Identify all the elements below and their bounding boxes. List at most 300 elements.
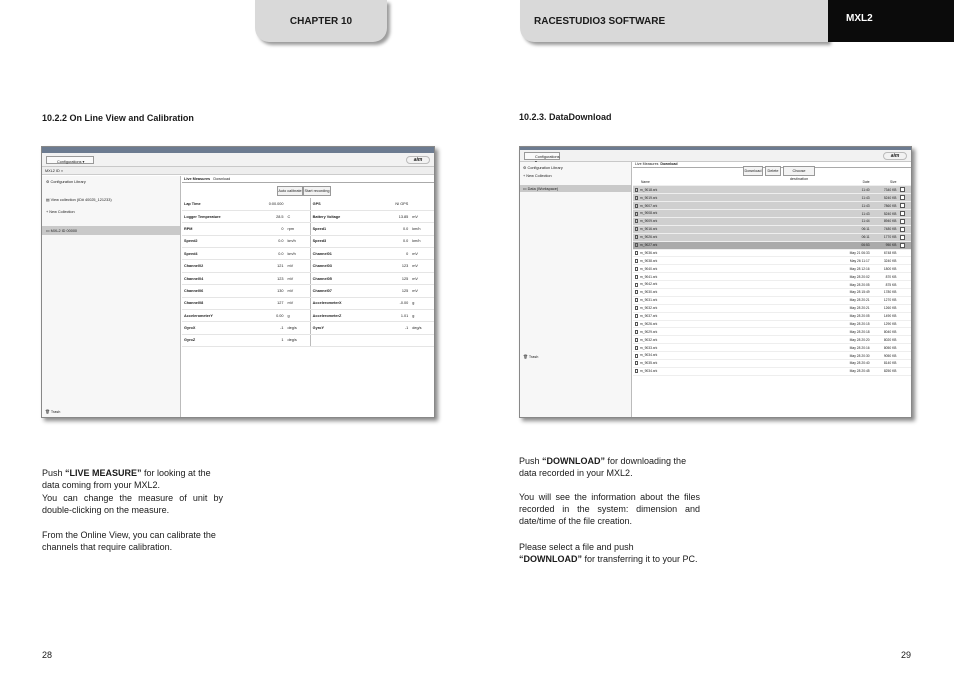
measure-unit[interactable]: rpm — [286, 223, 311, 235]
file-name-cell — [633, 367, 833, 375]
file-name: m_9036.xrk — [640, 250, 658, 255]
measure-value: -0.00 — [380, 297, 410, 309]
measure-unit[interactable]: mV — [410, 260, 434, 272]
file-name: m_9029.xrk — [640, 329, 658, 334]
measure-row — [182, 223, 434, 235]
measure-unit[interactable]: km/h — [286, 235, 311, 247]
measure-unit[interactable]: km/h — [410, 223, 434, 235]
file-size: 5240 KB — [872, 194, 899, 202]
new-collection-button[interactable]: + New Collection — [46, 210, 75, 214]
measure-unit[interactable]: deg/s — [286, 334, 311, 346]
file-select-cell — [898, 344, 912, 352]
measure-unit[interactable]: g — [286, 310, 311, 322]
file-name-cell — [633, 296, 833, 304]
file-row[interactable] — [633, 281, 912, 289]
file-icon — [635, 188, 638, 192]
file-icon — [635, 267, 638, 271]
measure-value — [380, 334, 410, 346]
configurations-menu[interactable]: Configurations ▾ — [46, 156, 94, 164]
file-row[interactable] — [633, 312, 912, 320]
file-row[interactable] — [633, 233, 912, 241]
file-select-cell — [898, 210, 912, 218]
measure-row — [182, 322, 434, 334]
file-name: m_9009.xrk — [640, 219, 658, 224]
view-collection-label: View collection (ID# 40025_121233) — [50, 198, 112, 202]
file-name-cell — [633, 344, 833, 352]
file-checkbox[interactable] — [900, 243, 905, 248]
measure-row — [182, 297, 434, 309]
file-row[interactable] — [633, 367, 912, 375]
trash-label-right: Trash — [528, 355, 539, 359]
menu-label-right: Configurations — [535, 155, 560, 159]
measure-value: 0 — [380, 248, 410, 260]
measure-name: GyroZ — [182, 334, 252, 346]
file-icon — [635, 314, 638, 318]
file-date: 06:11 — [833, 225, 872, 233]
file-size: 1290 KB — [872, 320, 899, 328]
file-size: 7480 KB — [872, 225, 899, 233]
file-select-cell — [898, 312, 912, 320]
file-date: May 28 15:49 — [833, 288, 872, 296]
file-icon — [635, 354, 638, 358]
file-icon — [635, 259, 638, 263]
file-date: May 28 20:05 — [833, 281, 872, 289]
left-para-3: From the Online View, you can calibrate the channels that require calibration. — [42, 530, 216, 553]
measure-value: 123 — [380, 260, 410, 272]
measure-unit[interactable]: mV — [410, 285, 434, 297]
file-name: m_9016.xrk — [640, 227, 658, 232]
file-size: 5240 KB — [872, 210, 899, 218]
file-checkbox[interactable] — [900, 187, 905, 192]
live-measure-strong: “LIVE MEASURE” — [65, 468, 142, 478]
file-size: 1270 KB — [872, 296, 899, 304]
file-row[interactable] — [633, 288, 912, 296]
measure-unit[interactable]: mV — [286, 285, 311, 297]
file-select-cell — [898, 304, 912, 312]
tab-live-measures[interactable]: Live Measures — [184, 177, 211, 181]
trash-item-right[interactable] — [520, 354, 631, 359]
measure-name: AccelerometerY — [182, 310, 252, 322]
right-sidebar — [520, 162, 632, 417]
tab-download-right[interactable]: Download — [660, 162, 678, 166]
measure-value: 121 — [252, 260, 286, 272]
file-date: May 28 20:20 — [833, 336, 872, 344]
file-date: 06:11 — [833, 233, 872, 241]
file-select-cell — [898, 273, 912, 281]
measure-name: Channel08 — [182, 297, 252, 309]
measure-name: Battery Voltage — [310, 210, 380, 222]
file-name: m_9041.xrk — [640, 274, 658, 279]
measure-value: 0:00.000 — [252, 198, 286, 210]
file-name-cell — [633, 194, 833, 202]
file-name: m_9026.xrk — [640, 321, 658, 326]
file-name-cell — [633, 265, 833, 273]
right-para-1-rest: for downloading the data recorded in your MXL2. — [519, 456, 687, 479]
new-collection-label: New Collection — [49, 210, 75, 214]
measure-name: Channel01 — [310, 248, 380, 260]
tab-download[interactable]: Download — [213, 177, 231, 181]
trash-item[interactable] — [42, 409, 180, 414]
file-date: May 28 12:16 — [833, 265, 872, 273]
menu-bar-right — [520, 150, 911, 162]
measure-row — [182, 272, 434, 284]
file-size: 7340 KB — [872, 186, 899, 194]
measure-value: 28.5 — [252, 210, 286, 222]
download-screenshot — [519, 146, 912, 418]
measure-row — [182, 198, 434, 210]
col-name[interactable]: Name — [633, 178, 833, 186]
measure-unit[interactable]: g — [410, 297, 434, 309]
right-para-1 — [519, 455, 700, 479]
file-row[interactable] — [633, 328, 912, 336]
file-icon — [635, 275, 638, 279]
file-name: m_9027.xrk — [640, 243, 658, 247]
file-name: m_9038.xrk — [640, 258, 658, 263]
file-size: 8140 KB — [872, 359, 899, 367]
file-select-cell — [898, 320, 912, 328]
start-recording-button[interactable]: Start recording — [303, 186, 331, 196]
measure-name: Channel07 — [310, 285, 380, 297]
file-size: 1780 KB — [872, 288, 899, 296]
trash-icon: 🗑 — [45, 410, 50, 414]
configurations-menu-right[interactable] — [524, 152, 560, 160]
file-date: May 28 20:16 — [833, 344, 872, 352]
file-name-cell — [633, 352, 833, 360]
live-view-screenshot — [41, 146, 435, 418]
file-select-cell — [898, 336, 912, 344]
measure-row — [182, 235, 434, 247]
measure-unit[interactable] — [410, 198, 434, 210]
file-row[interactable] — [633, 273, 912, 281]
measure-unit[interactable]: deg/s — [286, 322, 311, 334]
measure-unit[interactable]: mV — [286, 297, 311, 309]
measure-name: Channel04 — [182, 272, 252, 284]
file-checkbox[interactable] — [900, 219, 905, 224]
product-tab — [828, 0, 954, 42]
file-size: 9050 KB — [872, 352, 899, 360]
measure-unit[interactable]: km/h — [410, 235, 434, 247]
file-name-cell — [633, 336, 833, 344]
col-date[interactable]: Date — [833, 178, 872, 186]
file-checkbox[interactable] — [900, 195, 905, 200]
file-checkbox[interactable] — [900, 203, 905, 208]
file-name-cell — [633, 304, 833, 312]
measure-row — [182, 310, 434, 322]
right-para-3-rest: for transferring it to your PC. — [582, 554, 698, 565]
file-select-cell — [898, 367, 912, 375]
file-row[interactable] — [633, 320, 912, 328]
file-row[interactable] — [633, 202, 912, 210]
download-strong: “DOWNLOAD” — [542, 456, 606, 466]
measure-row — [182, 248, 434, 260]
file-select-cell — [898, 281, 912, 289]
file-row[interactable] — [633, 359, 912, 367]
file-name-cell — [633, 241, 833, 249]
view-collection-item[interactable]: ▤ View collection (ID# 40025_121233) — [46, 198, 112, 202]
file-select-cell — [898, 328, 912, 336]
file-size: 1800 KB — [872, 265, 899, 273]
measure-name: GyroY — [310, 322, 380, 334]
file-row[interactable] — [633, 225, 912, 233]
files-header-row — [633, 178, 912, 186]
right-heading: 10.2.3. DataDownload — [519, 112, 612, 122]
measure-unit[interactable]: mV — [286, 272, 311, 284]
file-name-cell — [633, 217, 833, 225]
file-date: 11:43 — [833, 194, 872, 202]
right-para-1-lead: Push — [519, 456, 543, 466]
files-table — [633, 178, 912, 376]
file-row[interactable] — [633, 249, 912, 257]
file-icon — [635, 283, 638, 287]
file-name-cell — [633, 328, 833, 336]
trash-label: Trash — [50, 410, 61, 414]
tab-live-measures-right[interactable]: Live Measures — [635, 162, 659, 166]
measure-row — [182, 210, 434, 222]
file-icon — [635, 219, 638, 223]
measure-row — [182, 285, 434, 297]
file-size: 870 KB — [872, 273, 899, 281]
col-size[interactable]: Size — [872, 178, 899, 186]
file-icon — [635, 243, 638, 247]
file-size: 1260 KB — [872, 304, 899, 312]
file-icon — [635, 306, 638, 310]
menu-bar — [42, 153, 434, 167]
device-tabbar: MXL2 ID × — [42, 167, 434, 175]
file-checkbox[interactable] — [900, 211, 905, 216]
file-date: 06:53 — [833, 241, 872, 249]
chapter-label: CHAPTER 10 — [289, 15, 353, 27]
file-name-cell — [633, 186, 833, 194]
left-sidebar — [42, 176, 181, 417]
measure-unit[interactable]: mV — [410, 210, 434, 222]
file-name: m_9040.xrk — [640, 266, 658, 271]
file-icon — [635, 338, 638, 342]
measure-name: GPS — [310, 198, 380, 210]
file-row[interactable] — [633, 352, 912, 360]
file-date: May 28 20:18 — [833, 328, 872, 336]
measure-name: Channel05 — [310, 272, 380, 284]
file-row[interactable] — [633, 336, 912, 344]
measure-value: 123 — [252, 272, 286, 284]
file-select-cell — [898, 186, 912, 194]
device-item[interactable]: ▭ MXL2 ID 00000 — [42, 226, 180, 235]
measure-unit[interactable]: mV — [410, 248, 434, 260]
file-icon — [635, 346, 638, 350]
right-para-3-a: Please select a file and push — [519, 542, 634, 552]
measure-value: 125 — [380, 272, 410, 284]
right-para-3 — [519, 541, 700, 565]
file-name-cell — [633, 273, 833, 281]
left-para-1-rest: for looking at the data coming from your MXL2. — [42, 468, 211, 491]
file-checkbox[interactable] — [900, 227, 905, 232]
file-select-cell — [898, 352, 912, 360]
file-icon — [635, 196, 638, 200]
file-date: May 28 20:45 — [833, 367, 872, 375]
file-date: May 28 20:21 — [833, 304, 872, 312]
measure-name: Channel03 — [310, 260, 380, 272]
menu-label: Configurations — [57, 160, 82, 164]
file-name: m_9042.xrk — [640, 282, 658, 287]
measure-value: 127 — [252, 297, 286, 309]
file-date: May 28 20:15 — [833, 320, 872, 328]
measure-unit[interactable]: g — [410, 310, 434, 322]
file-select-cell — [898, 233, 912, 241]
measure-value: NI GPS — [380, 198, 410, 210]
measure-value: 0 — [252, 223, 286, 235]
measure-name — [310, 334, 380, 346]
file-row[interactable] — [633, 217, 912, 225]
file-date: May 28 20:05 — [833, 312, 872, 320]
file-name: m_9032.xrk — [640, 306, 658, 311]
file-icon — [635, 235, 638, 239]
file-icon — [635, 290, 638, 294]
device-label: MXL2 ID 00000 — [50, 229, 78, 233]
file-size: 875 KB — [872, 281, 899, 289]
file-select-cell — [898, 359, 912, 367]
file-size: 3240 KB — [872, 257, 899, 265]
file-row[interactable] — [633, 257, 912, 265]
download-button[interactable]: Download — [743, 166, 763, 176]
file-row[interactable] — [633, 186, 912, 194]
chapter-tab — [255, 0, 387, 42]
file-size: 8020 KB — [872, 336, 899, 344]
measure-value: 1 — [252, 334, 286, 346]
section-label: RACESTUDIO3 SOFTWARE — [534, 15, 666, 27]
file-date: 11:40 — [833, 186, 872, 194]
file-size: 8940 KB — [872, 217, 899, 225]
measure-name: Speed1 — [310, 223, 380, 235]
file-name-cell — [633, 233, 833, 241]
trash-icon-right: 🗑 — [523, 355, 528, 359]
measure-name: Channel06 — [182, 285, 252, 297]
file-icon — [635, 369, 638, 373]
live-panel — [182, 176, 434, 417]
measure-row — [182, 334, 434, 346]
measure-name: Lap Time — [182, 198, 252, 210]
file-name-cell — [633, 249, 833, 257]
tab-mxl2[interactable]: MXL2 ID — [45, 169, 60, 173]
file-name: m_9034.xrk — [640, 353, 658, 358]
file-row[interactable] — [633, 241, 912, 249]
file-icon — [635, 322, 638, 326]
measure-name: GyroX — [182, 322, 252, 334]
file-name: m_9018.xrk — [640, 187, 658, 192]
file-row[interactable] — [633, 265, 912, 273]
measure-name: Speed2 — [182, 235, 252, 247]
file-date: May 28 20:40 — [833, 359, 872, 367]
measure-value: 1.01 — [380, 310, 410, 322]
measure-value: 0.00 — [252, 310, 286, 322]
file-size: 1770 KB — [872, 233, 899, 241]
file-date: May 28 20:30 — [833, 352, 872, 360]
product-label: MXL2 — [846, 13, 873, 24]
file-icon — [635, 204, 638, 208]
measure-name: Speed3 — [310, 235, 380, 247]
measure-unit[interactable]: C — [286, 210, 311, 222]
file-select-cell — [898, 249, 912, 257]
download-panel — [633, 162, 911, 417]
file-size: 8040 KB — [872, 328, 899, 336]
file-name: m_9030.xrk — [640, 290, 658, 295]
file-name: m_9019.xrk — [640, 195, 658, 200]
measure-name: RPM — [182, 223, 252, 235]
file-name-cell — [633, 312, 833, 320]
measure-unit[interactable]: km/h — [286, 248, 311, 260]
file-name-cell — [633, 210, 833, 218]
library-label: Configuration Library — [50, 180, 86, 184]
file-date: 11:43 — [833, 202, 872, 210]
file-icon — [635, 330, 638, 334]
measure-unit[interactable] — [410, 334, 434, 346]
library-item-right[interactable]: ⚙ Configuration Library — [523, 166, 563, 170]
measure-unit[interactable]: mV — [286, 260, 311, 272]
file-size: 1490 KB — [872, 312, 899, 320]
measure-unit[interactable]: mV — [410, 272, 434, 284]
file-name: m_9034.xrk — [640, 369, 658, 374]
file-icon — [635, 251, 638, 255]
file-name: m_9008.xrk — [640, 211, 658, 216]
file-icon — [635, 227, 638, 231]
file-name-cell — [633, 281, 833, 289]
file-row[interactable] — [633, 344, 912, 352]
measure-unit[interactable] — [286, 198, 311, 210]
file-row[interactable] — [633, 304, 912, 312]
device-item-right[interactable]: ▭ Data (Workspace) — [520, 185, 631, 192]
file-size: 8050 KB — [872, 344, 899, 352]
file-date: May 26 11:17 — [833, 257, 872, 265]
file-row[interactable] — [633, 296, 912, 304]
measures-table — [182, 198, 434, 347]
right-para-2: You will see the information about the files recorded in the system: dimension and date/time of the file creation. — [519, 492, 700, 527]
measure-unit[interactable]: deg/s — [410, 322, 434, 334]
file-name-cell — [633, 257, 833, 265]
measure-value: 0.0 — [252, 235, 286, 247]
file-select-cell — [898, 265, 912, 273]
measure-row — [182, 260, 434, 272]
new-collection-button-right[interactable]: + New Collection — [523, 174, 552, 178]
measure-value: -1 — [252, 322, 286, 334]
file-size: 6748 KB — [872, 249, 899, 257]
file-select-cell — [898, 194, 912, 202]
download-strong-2: “DOWNLOAD” — [519, 554, 582, 565]
page-number-left: 28 — [42, 650, 53, 660]
file-name: m_9007.xrk — [640, 203, 658, 208]
file-name: m_9035.xrk — [640, 361, 658, 366]
file-select-cell — [898, 241, 912, 249]
file-select-cell — [898, 288, 912, 296]
file-name-cell — [633, 320, 833, 328]
file-row[interactable] — [633, 210, 912, 218]
file-name-cell — [633, 359, 833, 367]
measure-name: AccelerometerX — [310, 297, 380, 309]
auto-calibrate-button[interactable]: Auto calibrate — [277, 186, 303, 196]
delete-button[interactable]: Delete — [765, 166, 781, 176]
choose-destination-button[interactable]: Choose destination — [783, 166, 815, 176]
library-item[interactable]: ⚙ Configuration Library — [46, 180, 86, 184]
file-name-cell — [633, 225, 833, 233]
file-row[interactable] — [633, 194, 912, 202]
file-checkbox[interactable] — [900, 235, 905, 240]
file-select-cell — [898, 225, 912, 233]
file-date: May 28 20:21 — [833, 296, 872, 304]
file-name: m_9026.xrk — [640, 235, 658, 240]
device-label-right: Data (Workspace) — [527, 187, 559, 191]
file-size: 8250 KB — [872, 367, 899, 375]
file-name: m_9037.xrk — [640, 314, 658, 319]
measure-value: 0.0 — [252, 248, 286, 260]
aim-logo: aim — [406, 156, 430, 164]
file-icon — [635, 361, 638, 365]
